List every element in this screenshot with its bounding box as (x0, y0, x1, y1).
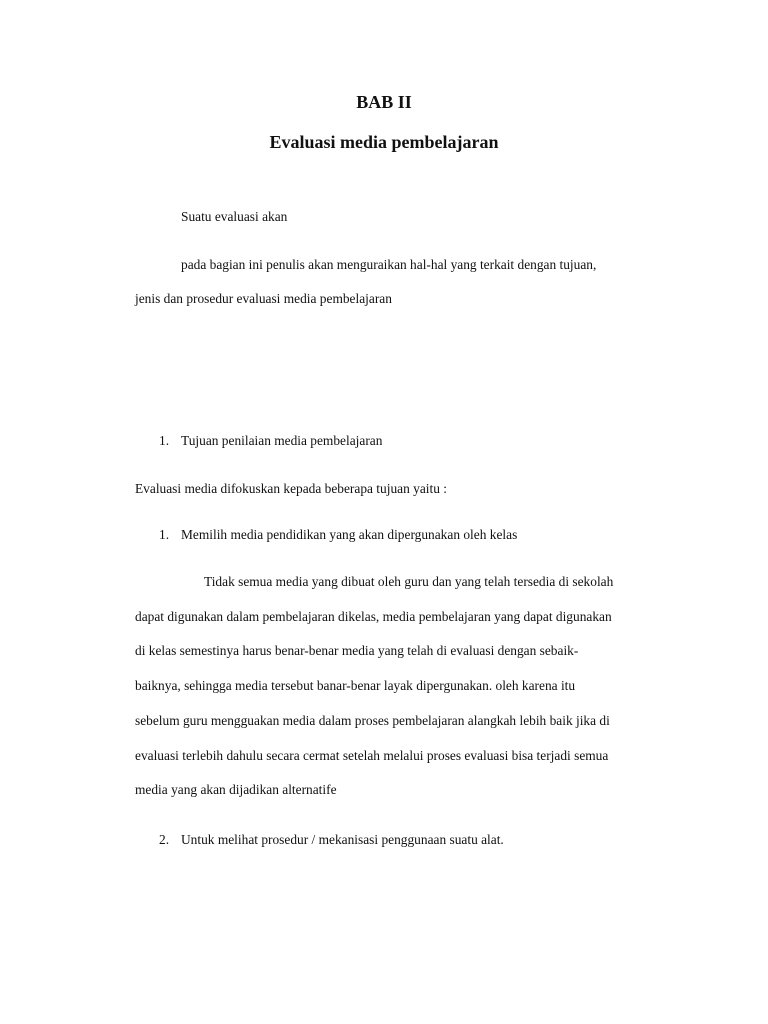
focus-sentence: Evaluasi media difokuskan kepada beberapa tujuan yaitu : (135, 481, 447, 496)
list-item-2-label: Untuk melihat prosedur / mekanisasi penggunaan suatu alat. (181, 832, 504, 847)
list-item-1-number: 1. (159, 527, 170, 542)
body-line-1: Tidak semua media yang dibuat oleh guru dan yang telah tersedia di sekolah (204, 574, 614, 589)
body-line-3: di kelas semestinya harus benar-benar media yang telah di evaluasi dengan sebaik- (135, 643, 579, 658)
body-line-5: sebelum guru mengguakan media dalam proses pembelajaran alangkah lebih baik jika di (135, 713, 610, 728)
body-line-6: evaluasi terlebih dahulu secara cermat setelah melalui proses evaluasi bisa terjadi semua (135, 748, 609, 763)
intro-paragraph-1: Suatu evaluasi akan (181, 209, 288, 224)
body-line-4: baiknya, sehingga media tersebut banar-benar layak dipergunakan. oleh karena itu (135, 678, 576, 693)
intro-paragraph-2-line-2: jenis dan prosedur evaluasi media pembelajaran (135, 291, 392, 306)
chapter-heading: BAB II (356, 92, 412, 112)
chapter-title: Evaluasi media pembelajaran (269, 132, 499, 152)
section-1-label: Tujuan penilaian media pembelajaran (181, 433, 383, 448)
list-item-2-number: 2. (159, 832, 170, 847)
body-line-7: media yang akan dijadikan alternatife (135, 782, 337, 797)
section-1-number: 1. (159, 433, 170, 448)
body-line-2: dapat digunakan dalam pembelajaran dikelas, media pembelajaran yang dapat digunakan (135, 609, 612, 624)
intro-paragraph-2-line-1: pada bagian ini penulis akan menguraikan hal-hal yang terkait dengan tujuan, (181, 257, 597, 272)
list-item-1-label: Memilih media pendidikan yang akan dipergunakan oleh kelas (181, 527, 518, 542)
